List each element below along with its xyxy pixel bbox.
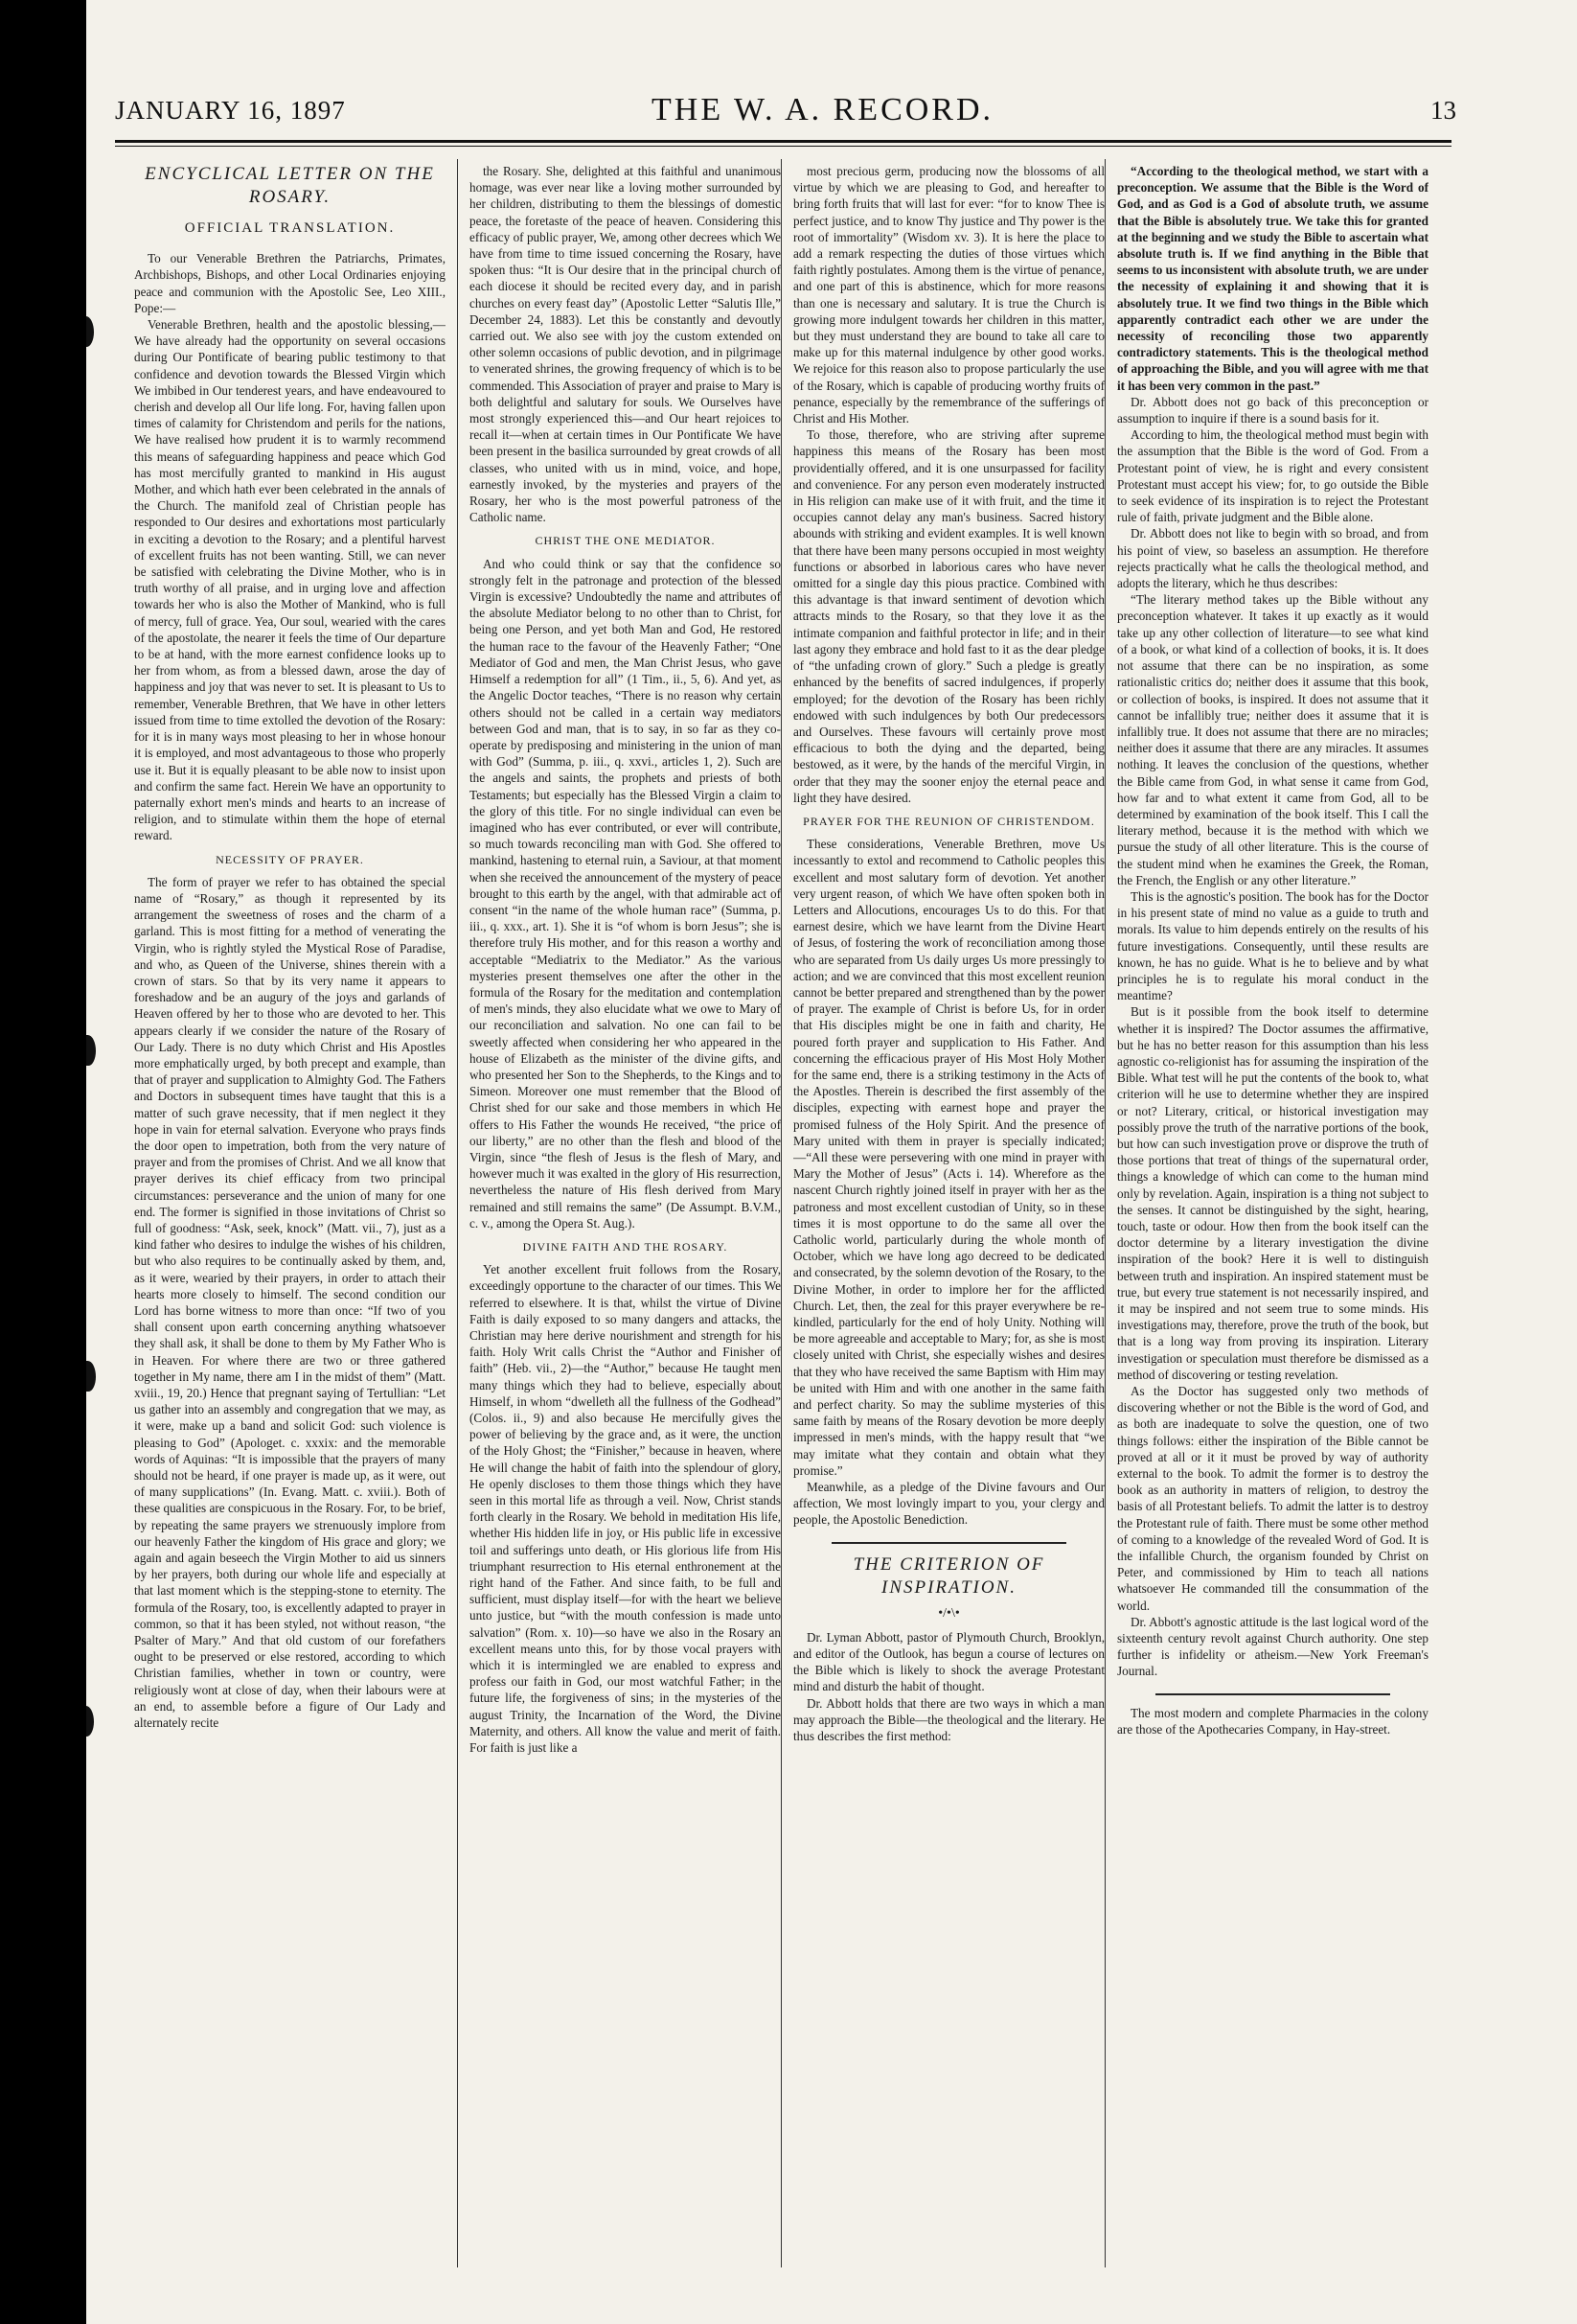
article-separator — [1155, 1693, 1390, 1695]
section-heading: NECESSITY OF PRAYER. — [216, 852, 364, 866]
column-divider — [457, 159, 458, 2267]
paragraph: The most modern and complete Pharmacies in the colony are those of the Apothecaries Company, in Hay-street. — [1117, 1705, 1428, 1737]
paragraph: To those, therefore, who are striving after supreme happiness this means of the Rosary has been most providentially offered, and it is one unsurpassed for facility and convenience. For any person even moderately instructed in His religion can make use of it with fruit, and the time it occupies cannot delay any man's business. Sacred history abounds with striking and evident examples. It is well known that there have been many persons occupied in most weighty functions or absorbed in laborious cares who have never omitted for a single day this pious practice. Combined with this advantage is that inward sentiment of devotion which attracts minds to the Rosary, so that they love it as the intimate companion and faithful protector in life; and in their last agony they embrace and hold fast to it as the dear pledge of “the unfading crown of glory.” Such a pledge is greatly enhanced by the benefits of sacred indulgences, if properly employed; for the devotion of the Rosary has been richly endowed with such indulgences by both Our predecessors and Ourselves. These favours will certainly prove most efficacious to both the dying and the departed, being bestowed, as it were, by the hands of the merciful Virgin, in order that they may the sooner enjoy the eternal peace and light they have desired. — [793, 427, 1105, 805]
binding-mark — [86, 1035, 96, 1066]
paragraph: To our Venerable Brethren the Patriarchs, Primates, Archbishops, Bishops, and other Local Ordinaries enjoying peace and communion with the Apostolic See, Leo XIII., Pope:— — [134, 251, 446, 315]
column-2 — [469, 163, 781, 2252]
column-4 — [1117, 163, 1428, 2252]
paragraph: And who could think or say that the confidence so strongly felt in the patronage and protection of the blessed Virgin is excessive? Undoubtedly the name and attributes of the absolute Mediator belong to no other than to Christ, for being one Person, and yet both Man and God, He restored the human race to the favour of the Heavenly Father; “One Mediator of God and men, the Man Christ Jesus, who gave Himself a redemption for all” (1 Tim., ii., 5, 6). And yet, as the Angelic Doctor teaches, “There is no reason why certain others should not be called in a certain way mediators between God and man, that is to say, in so far as they co-operate by predisposing and ministering in the union of man with God” (Summa, p. iii., q. xxvi., articles 1, 2). Such are the angels and saints, the prophets and priests of both Testaments; but especially has the Blessed Virgin a claim to the glory of this title. For no single individual can even be imagined who has ever contributed, or ever will contribute, so much towards reconciling man with God. She offered to mankind, hastening to eternal ruin, a Saviour, at that moment when she received the announcement of the mystery of peace brought to this earth by the angel, with that admirable act of consent “in the name of the whole human race” (Summa, p. iii., q. xxx., art. 1). She it is “of whom is born Jesus”; she is therefore truly His mother, and for this reason a worthy and acceptable “Mediatrix to the Mediator.” As the various mysteries present themselves one after the other in the formula of the Rosary for the meditation and contemplation of men's minds, they also elucidate what we owe to Mary of our reconciliation and salvation. No one can fail to be sweetly affected when considering her who appeared in the house of Elizabeth as the minister of the divine gifts, and who presented her Son to the Shepherds, to the Kings and to Simeon. Moreover one must remember that the Blood of Christ shed for our sake and those members in which He offers to His Father the wounds He received, “the price of our liberty,” are no other than the flesh and blood of the Virgin, since “the flesh of Jesus is the flesh of Mary, and however much it was exalted in the glory of His resurrection, nevertheless the nature of His flesh derived from Mary remained and still remains the same” (De Assumpt. B.V.M., c. v., among the Opera St. Aug.). — [469, 556, 781, 1231]
binding-mark — [86, 1706, 94, 1737]
paragraph: Dr. Abbott's agnostic attitude is the last logical word of the sixteenth century revolt against Church authority. One step further is infidelity or atheism.—New York Freeman's Journal. — [1117, 1614, 1428, 1679]
ornament: •/•\• — [938, 1605, 960, 1621]
paragraph: most precious germ, producing now the blossoms of all virtue by which we are pleasing to God, and hereafter to bring forth fruits that will last for ever: “for to know Thee is perfect justice, and to know Thy justice and Thy power is the root of immortality” (Wisdom xv. 3). It is here the place to add a remark respecting the duties of those virtues which faith rightly postulates. Among them is the virtue of penance, and one part of this is abstinence, which for more reasons than one is necessary and salutary. It is true the Church is growing more indulgent towards her children in this matter, but they must understand they are bound to take all care to make up for this maternal indulgence by other good works. We rejoice for this reason also to propose particularly the use of the Rosary, which is capable of producing worthy fruits of penance, especially by the remembrance of the sufferings of Christ and His Mother. — [793, 164, 1105, 426]
paragraph: According to him, the theological method must begin with the assumption that the Bible is the word of God. From a Protestant point of view, he is right and every consistent Protestant must accept his view; for, to go outside the Bible to seek evidence of its inspiration is to reject the Protestant rule of faith, private judgment and the Bible alone. — [1117, 427, 1428, 525]
masthead — [115, 92, 1456, 130]
paragraph: “According to the theological method, we start with a preconception. We assume that the Bible is the Word of God, and as God is a God of absolute truth, we assume that the Bible is absolutely true. We take this for granted at the beginning and we study the Bible to ascertain what absolute truth is. If we find anything in the Bible that seems to us inconsistent with absolute truth, we are under the necessity of explaining it and showing that it is absolutely true. It we find two things in the Bible which apparently contradict each other we are under the necessity of reconciling those two apparently contradictory statements. This is the theological method of approaching the Bible, and you will agree with me that it has been very common in the past.” — [1117, 164, 1428, 393]
section-heading: CHRIST THE ONE MEDIATOR. — [535, 534, 716, 548]
paragraph: But is it possible from the book itself to determine whether it is inspired? The Doctor assumes the affirmative, but he has no better reason for this assumption than his less agnostic co-religionist has for assuming the inspiration of the Bible. What test will he put the contents of the book to, what criterion will he use to determine whether they are inspired or not? Literary, critical, or historical investigation may possibly prove the truth of the narrative portions of the book, but how can such investigation prove or disprove the truth of those portions that treat of things of the supernatural order, things a knowledge of which can come to the human mind only by revelation. Again, inspiration is a thing not subject to the senses. It cannot be distinguished by the sight, hearing, touch, taste or odour. How then from the book itself can the doctor determine by a literary investigation the divine inspiration of the book? Here it is well to distinguish between truth and inspiration. An inspired statement must be true, but every true statement is not necessarily inspired, and it may be inspired and not seem true to some minds. His investigations may, therefore, prove the truth of the book, but that is a long way from proving its inspiration. Literary investigation or speculation must therefore be dismissed as a method of discovering or testing revelation. — [1117, 1004, 1428, 1382]
binding-mark — [86, 1361, 96, 1392]
paragraph: Dr. Abbott does not go back of this preconception or assumption to inquire if there is a sound basis for it. — [1117, 394, 1428, 426]
paragraph: “The literary method takes up the Bible without any preconception whatever. It takes it up exactly as it would take up any other collection of literature—to see what kind of a book, or what kind of a collection of books, it is. It does not assume that there can be no inspiration, as some rationalistic critics do; neither does it assume that this book, or collection of books, is inspired. It does not assume that it cannot be infallibly true; neither does it assume that it is infallibly true. It does not assume that there are no miracles; neither does it assume that there are any miracles. It assumes nothing. It leaves the conclusion of the questions, whether the Bible came from God, in what sense it came from God, how far and to what extent it came from God, all to be determined by examination of the book itself. This I call the literary method, because it is the method with which we pursue the study of all other literature. This is the course of the student mind when he examines the Greek, the Roman, the French, the English or any other literature.” — [1117, 592, 1428, 887]
page-number: 13 — [1430, 96, 1456, 125]
paragraph: Meanwhile, as a pledge of the Divine favours and Our affection, We most lovingly impart to you, your clergy and people, the Apostolic Benediction. — [793, 1480, 1105, 1528]
issue-date: JANUARY 16, 1897 — [115, 96, 346, 125]
article-separator — [832, 1542, 1066, 1544]
newspaper-title: THE W. A. RECORD. — [651, 92, 994, 127]
paragraph: This is the agnostic's position. The book has for the Doctor in his present state of mind no value as a guide to truth and morals. Its value to him depends entirely on the results of his future investigations. Consequently, until these results are known, he has no guide. What is he to believe and by what principles he is to regulate his moral conduct in the meantime? — [1117, 888, 1428, 1003]
paragraph: Dr. Lyman Abbott, pastor of Plymouth Church, Brooklyn, and editor of the Outlook, has begun a course of lectures on the Bible which is likely to shock the average Protestant mind and disturb the habit of thought. — [793, 1629, 1105, 1694]
masthead-rule-thin — [115, 146, 1451, 147]
article-subheading: OFFICIAL TRANSLATION. — [184, 220, 396, 236]
paragraph: The form of prayer we refer to has obtained the special name of “Rosary,” as though it represented by its arrangement the sweetness of roses and the charm of a garland. This is most fitting for a method of venerating the Virgin, who is rightly styled the Mystical Rose of Paradise, and who, as Queen of the Universe, shines therein with a crown of stars. So that by its very name it appears to foreshadow and be an augury of the joys and garlands of Heaven offered by her to those who are devoted to her. This appears clearly if we consider the nature of the Rosary of Our Lady. There is no duty which Christ and His Apostles more emphatically urged, by both precept and example, than that of prayer and supplication to Almighty God. The Fathers and Doctors in subsequent times have taught that this is a matter of such grave necessity, that if men neglect it they hope in vain for eternal salvation. Everyone who prays finds the door open to impetration, both from the very nature of prayer and from the promises of Christ. And we all know that prayer derives its chief efficacy from two principal circumstances: perseverance and the union of many for one end. The former is signified in those invitations of Christ so full of goodness: “Ask, seek, knock” (Matt. vii., 7), just as a kind father who desires to indulge the wishes of his children, but who also requires to be continually asked by them, and, as it were, wearied by their prayers, in order to attach their hearts more closely to himself. The second condition our Lord has borne witness to more than once: “If two of you shall consent upon earth concerning anything whatsoever they shall ask, it shall be done to them by My Father Who is in Heaven. For where there are two or three gathered together in My name, there am I in the midst of them” (Matt. xviii., 19, 20.) Hence that pregnant saying of Tertullian: “Let us gather into an assembly and congregation that we may, as it were, make up a band and solicit God: such violence is pleasing to God” (Apologet. c. xxxix: and the memorable words of Aquinas: “It is impossible that the prayers of many should not be heard, if one prayer is made up, as it were, out of many supplications” (In. Evang. Matt. c. xviii.). Both of these qualities are conspicuous in the Rosary. For, to be brief, by repeating the same prayers we strenuously implore from our heavenly Father the kingdom of His grace and glory; we again and again beseech the Virgin Mother to aid us sinners by her prayers, both during our whole life and especially at that last moment which is the stepping-stone to eternity. The formula of the Rosary, too, is excellently adapted to prayer in common, so that it has been styled, not without reason, “the Psalter of Mary.” And that old custom of our forefathers ought to be preserved or else restored, according to which Christian families, whether in town or country, were religiously wont at close of day, when their labours were at an end, to assemble before a figure of Our Lady and alternately recite — [134, 874, 446, 1731]
paragraph: Yet another excellent fruit follows from the Rosary, exceedingly opportune to the character of our times. This We referred to elsewhere. It is that, whilst the virtue of Divine Faith is daily exposed to so many dangers and attacks, the Christian may here derive nourishment and strength for his faith. Holy Writ calls Christ the “Author and Finisher of faith” (Heb. vii., 2)—the “Author,” because He taught men many things which they had to believe, especially about Himself, in whom “dwelleth all the fullness of the Godhead” (Colos. ii., 9) and also because He mercifully gives the power of believing by the grace and, as it were, the unction of the Holy Ghost; the “Finisher,” because in heaven, where He will change the habit of faith into the splendour of glory, He openly discloses to them those things which they have seen in this mortal life as through a veil. Now, Christ stands forth clearly in the Rosary. We behold in meditation His life, whether His hidden life in joy, or His public life in excessive toil and sufferings unto death, or His glorious life from His triumphant resurrection to His eternal enthronement at the right hand of the Father. And since faith, to be full and sufficient, must display itself—for with the heart we believe unto justice, but “with the mouth confession is made unto salvation” (Rom. x. 10)—so have we also in the Rosary an excellent means unto this, for by those vocal prayers with which it is intermingled we are enabled to express and profess our faith in God, our most watchful Father; in the future life, the forgiveness of sins; in the mysteries of the august Trinity, the Incarnation of the Word, the Divine Maternity, and others. All know the value and merit of faith. For faith is just like a — [469, 1262, 781, 1756]
paragraph: Venerable Brethren, health and the apostolic blessing,—We have already had the opportunity on several occasions during Our Pontificate of bearing public testimony to that confidence and devotion towards the Blessed Virgin which We imbibed in Our tenderest years, and have endeavoured to cherish and develop all Our life long. For, having fallen upon times of calamity for Christendom and perils for the nations, We have realised how prudent it is to warmly recommend this means of safeguarding happiness and peace which God has most mercifully granted to mankind in His august Mother, and which hath ever been celebrated in the annals of the Church. The manifold zeal of Christian people has responded to Our desires and exhortations most particularly in exciting a devotion to the Rosary; and a plentiful harvest of excellent fruits has not been wanting. Still, we can never be satisfied with celebrating the Divine Mother, who is in truth worthy of all praise, and in urging love and affection towards her who is also the Mother of Mankind, who is full of mercy, full of grace. Yea, Our soul, wearied with the cares of the apostolate, the nearer it feels the time of Our departure to be at hand, with the more earnest confidence looks up to her from whom, as from a blessed dawn, arose the day of happiness and joy that was never to set. It is pleasant to Us to remember, Venerable Brethren, that We have in other letters issued from time to time extolled the devotion of the Rosary: for it is in many ways most pleasing to her in whose honour it is employed, and most advantageous to those who properly use it. But it is equally pleasant to be able now to insist upon and confirm the same fact. Herein We have an opportunity to paternally exhort men's minds and hearts to an increase of religion, and to stimulate within them the hope of eternal reward. — [134, 317, 446, 843]
paragraph: Dr. Abbott holds that there are two ways in which a man may approach the Bible—the theological and the literary. He thus describes the first method: — [793, 1695, 1105, 1744]
paragraph: These considerations, Venerable Brethren, move Us incessantly to extol and recommend to Catholic peoples this excellent and most salutary form of devotion. Yet another very urgent reason, of which We have often spoken both in Letters and Allocutions, encourages Us to do this. For that earnest desire, which we have learnt from the Divine Heart of Jesus, of fostering the work of reconciliation among those who are separated from Us daily urges Us more pressingly to action; and we are convinced that this most excellent reunion cannot be better prepared and strengthened than by the power of prayer. The example of Christ is before Us, for in order that His disciples might be one in faith and charity, He poured forth prayer and supplication to His Father. And concerning the efficacious prayer of His Most Holy Mother for the same end, there is a striking testimony in the Acts of the Apostles. Therein is described the first assembly of the disciples, expecting with earnest hope and prayer the promised fulness of the Holy Spirit. And the presence of Mary united with them in prayer is specially indicated;—“All these were persevering with one mind in prayer with Mary the Mother of Jesus” (Acts i. 14). Wherefore as the nascent Church rightly joined itself in prayer with her as the patroness and most excellent custodian of Unity, so in these times it is most opportune to do the same all over the Catholic world, particularly during the whole month of October, which we have long ago decreed to be dedicated and consecrated, by the solemn devotion of the Rosary, to the Divine Mother, in order to implore her for the afflicted Church. Let, then, the zeal for this prayer everywhere be re-kindled, particularly for the end of holy Unity. Nothing will be more agreeable and acceptable to Mary; for, as she is most closely united with Christ, she especially wishes and desires that they who have received the same Baptism with Him may be united with Him and with one another in the same faith and perfect charity. So may the sublime mysteries of this same faith by means of the Rosary devotion be more deeply impressed in men's minds, with the happy result that “we may imitate what they contain and obtain what they promise.” — [793, 837, 1105, 1478]
paragraph: the Rosary. She, delighted at this faithful and unanimous homage, was ever near like a loving mother surrounded by her children, distributing to them the blessings of domestic peace, the foretaste of the peace of heaven. Considering this efficacy of public prayer, We, among other decrees which We have from time to time issued concerning the Rosary, have spoken thus: “It is Our desire that in the principal church of each diocese it should be recited every day, and in parish churches on every feast day” (Apostolic Letter “Salutis Ille,” December 24, 1883). Let this be constantly and devoutly carried out. We also see with joy the custom extended on other solemn occasions of public devotion, and in pilgrimage to venerated shrines, the growing frequency of which is to be commended. This Association of prayer and praise to Mary is both delightful and salutary for souls. We Ourselves have most strongly experienced this—and Our heart rejoices to recall it—when at certain times in Our Pontificate We have been present in the basilica surrounded by great crowds of all classes, who united with us in mind, voice, and hope, earnestly invoked, by the mysteries and prayers of the Rosary, her who is the most powerful patroness of the Catholic name. — [469, 164, 781, 525]
section-heading: DIVINE FAITH AND THE ROSARY. — [522, 1240, 728, 1254]
column-divider — [1105, 159, 1106, 2267]
masthead-rule — [115, 140, 1451, 143]
article-heading: THE CRITERION OF INSPIRATION. — [853, 1553, 1045, 1598]
paragraph: Dr. Abbott does not like to begin with so broad, and from his point of view, so baseless an assumption. He therefore rejects practically what he calls the theological method, and adopts the literary, which he thus describes: — [1117, 526, 1428, 591]
column-3 — [793, 163, 1105, 2252]
column-divider — [781, 159, 782, 2267]
column-1 — [134, 163, 446, 2252]
binding-mark — [86, 316, 94, 347]
article-heading: ENCYCLICAL LETTER ON THE ROSARY. — [145, 164, 435, 207]
paragraph: As the Doctor has suggested only two methods of discovering whether or not the Bible is the word of God, and as both are inadequate to solve the question, one of two things follows: either the inspiration of the Bible cannot be proved at all or it it must be proved by way of authority external to the book. To admit the former is to destroy the book as an authority in matters of religion, to destroy the basis of all Protestant beliefs. To admit the latter is to destroy the Protestant rule of faith. There must be some other method of coming to a knowledge of the revealed Word of God. It is the infallible Church, the organism founded by Christ on Peter, and commissioned by Him to teach all nations whatsoever He commanded till the consummation of the world. — [1117, 1384, 1428, 1613]
section-heading: PRAYER FOR THE REUNION OF CHRISTENDOM. — [803, 814, 1095, 828]
